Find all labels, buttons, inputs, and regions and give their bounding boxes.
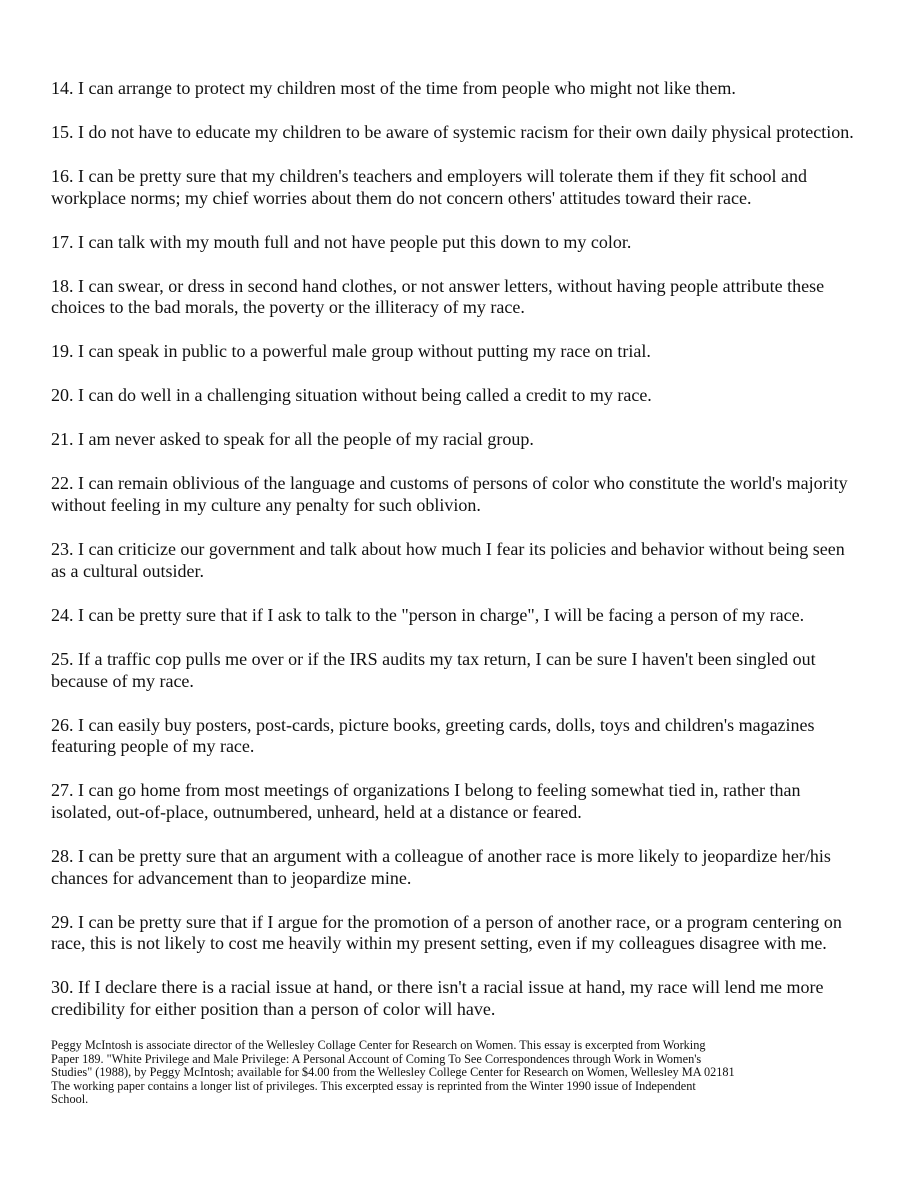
- document-page: [51, 78, 861, 1107]
- list-item: 22. I can remain oblivious of the language and customs of persons of color who constitute the world's majority without feeling in my culture any penalty for such oblivion.: [51, 473, 848, 516]
- list-item: 14. I can arrange to protect my children most of the time from people who might not like them.: [51, 78, 736, 98]
- footnote-line: Peggy McIntosh is associate director of the Wellesley Collage Center for Research on Women. This essay is excerpted from Working: [51, 1039, 706, 1053]
- list-item: 25. If a traffic cop pulls me over or if the IRS audits my tax return, I can be sure I haven't been singled out because of my race.: [51, 648, 816, 691]
- list-item: 15. I do not have to educate my children to be aware of systemic racism for their own daily physical protection.: [51, 122, 854, 142]
- footnote-line: Paper 189. "White Privilege and Male Privilege: A Personal Account of Coming To See Correspondences through Work in Women's: [51, 1051, 702, 1066]
- list-item: 17. I can talk with my mouth full and not have people put this down to my color.: [51, 231, 632, 252]
- footnote-line: The working paper contains a longer list of privileges. This excerpted essay is reprinted from the Winter 1990 issue of Independent: [51, 1078, 696, 1093]
- list-item: 16. I can be pretty sure that my children's teachers and employers will tolerate them if they fit school and workplace norms; my chief worries about them do not concern others' attitudes toward their race.: [51, 166, 807, 208]
- list-item: 28. I can be pretty sure that an argument with a colleague of another race is more likely to jeopardize her/his chances for advancement than to jeopardize mine.: [51, 845, 831, 888]
- list-item: 18. I can swear, or dress in second hand clothes, or not answer letters, without having people attribute these choices to the bad morals, the poverty or the illiteracy of my race.: [51, 275, 825, 318]
- list-item: 29. I can be pretty sure that if I argue for the promotion of a person of another race, or a program centering on race, this is not likely to cost me heavily within my present setting, even if my colleagues disagree with me.: [51, 911, 842, 954]
- footnote-line: School.: [51, 1092, 89, 1107]
- list-item: 27. I can go home from most meetings of organizations I belong to feeling somewhat tied in, rather than isolated, out-of-place, outnumbered, unheard, held at a distance or feared.: [51, 780, 801, 822]
- list-item: 23. I can criticize our government and talk about how much I fear its policies and behavior without being seen as a cultural outsider.: [51, 539, 845, 581]
- footnote-line: Studies" (1988), by Peggy McIntosh; available for $4.00 from the Wellesley College Center for Research on Women, Wellesley MA 02181: [51, 1065, 735, 1080]
- list-item: 21. I am never asked to speak for all the people of my racial group.: [51, 429, 534, 450]
- list-item: 24. I can be pretty sure that if I ask to talk to the "person in charge", I will be facing a person of my race.: [51, 604, 805, 625]
- list-item: 19. I can speak in public to a powerful male group without putting my race on trial.: [51, 341, 651, 362]
- list-item: 30. If I declare there is a racial issue at hand, or there isn't a racial issue at hand, my race will lend me more credibility for either position than a person of color will have.: [51, 977, 824, 1020]
- list-item: 20. I can do well in a challenging situation without being called a credit to my race.: [51, 385, 652, 406]
- footnote: [51, 1039, 861, 1107]
- list-item: 26. I can easily buy posters, post-cards, picture books, greeting cards, dolls, toys and children's magazines featuring people of my race.: [51, 714, 815, 757]
